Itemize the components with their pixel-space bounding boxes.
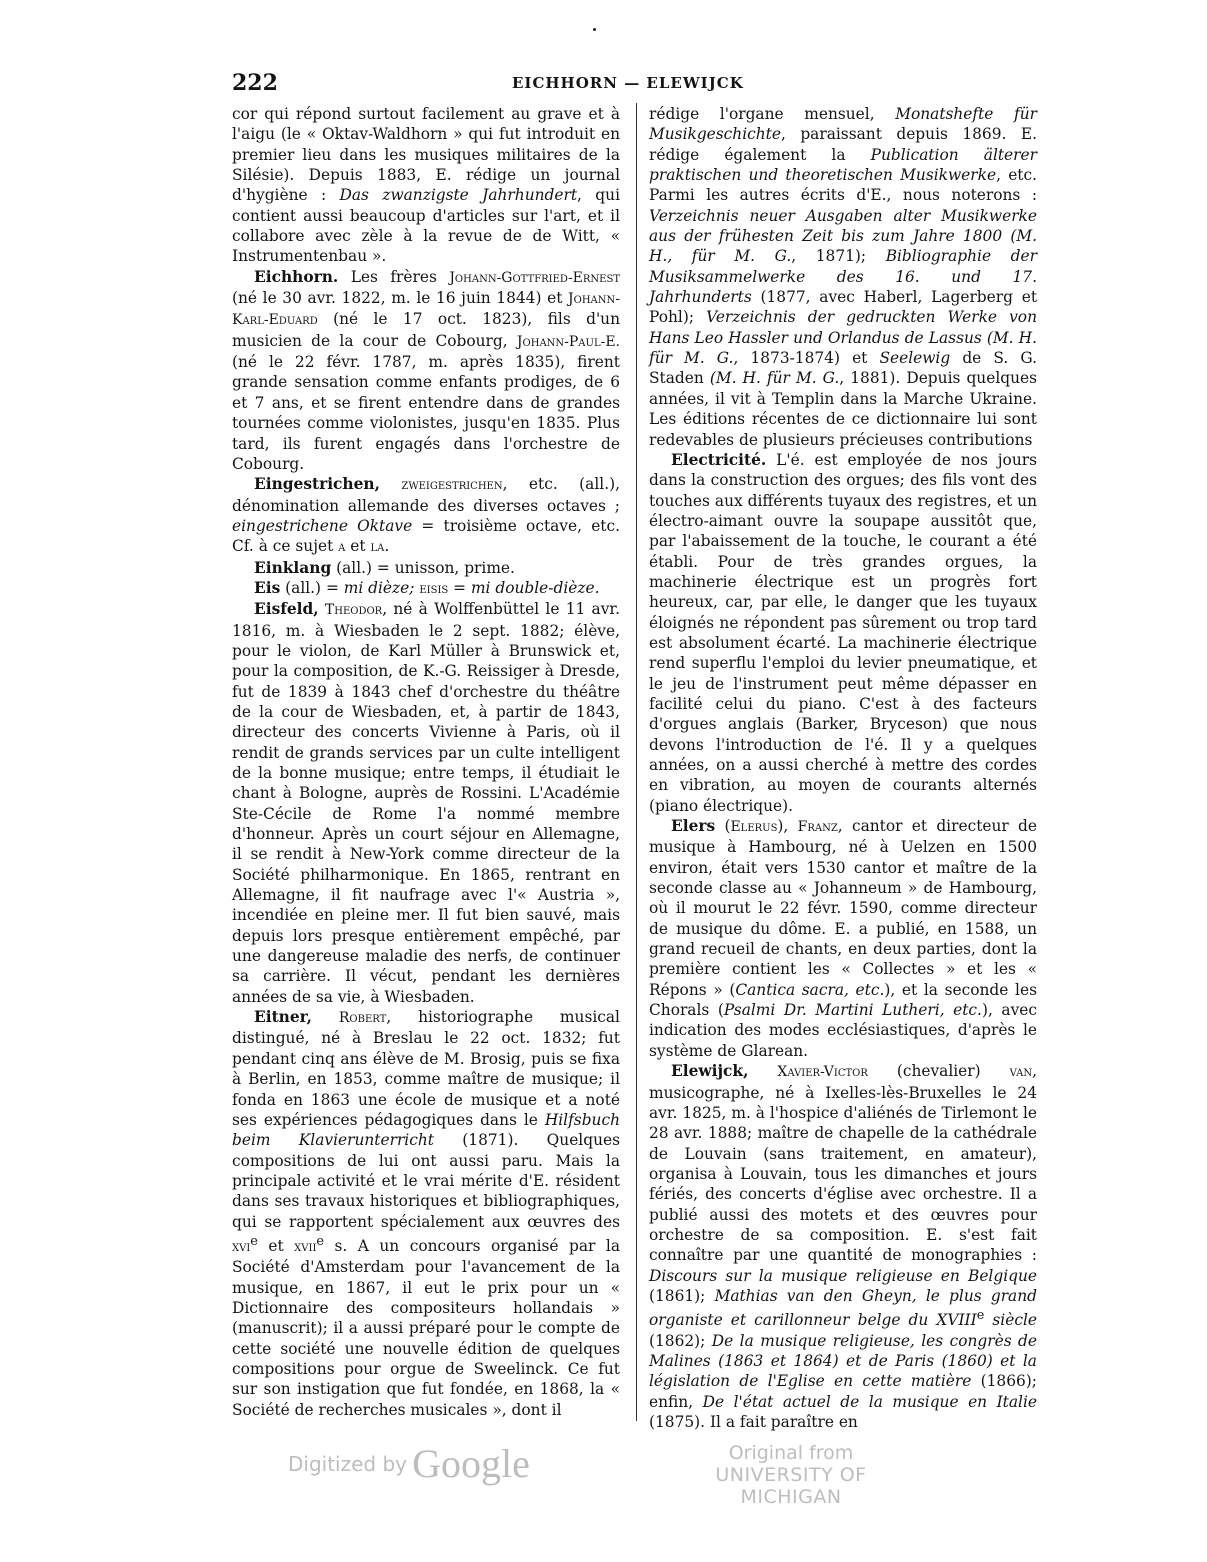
headword: Eitner, bbox=[254, 1008, 313, 1027]
digitized-by-watermark: Digitized by Google bbox=[288, 1441, 530, 1486]
continuation-paragraph: rédige l'organe mensuel, Monatshefte für Musikgeschichte, paraissant depuis 1869. E. rédige également la Publication älterer praktischen und theoretischen Musikwerke, etc. Parmi les autres écrits d'E., nous noterons : Verzeichnis neuer Ausgaben alter Musikwerke aus der frühesten Zeit bis zum Jahre 1800 (M. H., für M. G., 1871); Bibliographie der Musiksammelwerke des 16. und 17. Jahrhunderts (1877, avec Haberl, Lagerberg et Pohl); Verzeichnis der gedruckten Werke von Hans Leo Hassler und Orlandus de Lassus (M. H. für M. G., 1873-1874) et Seelewig de S. G. Staden (M. H. für M. G., 1881). Depuis quelques années, il vit à Templin dans la Marche Ukraine. Les éditions récentes de ce dictionnaire lui sont redevables de plusieurs précieuses contributions bbox=[649, 105, 1038, 449]
entry-eichhorn: Eichhorn. Les frères Johann-Gottfried-Ernest (né le 30 avr. 1822, m. le 16 juin 1844) et Johann-Karl-Eduard (né le 17 oct. 1823), fils d'un musicien de la cour de Cobourg, Johann-Paul-E. (né le 22 févr. 1787, m. après 1835), firent grande sensation comme enfants prodiges, de 6 et 7 ans, et se firent entendre dans de grandes tournées comme violonistes, jusqu'en 1835. Plus tard, ils furent engagés dans l'orchestre de Cobourg. bbox=[232, 267, 620, 473]
entry-eitner: Eitner, Robert, historiographe musical distingué, né à Breslau le 22 oct. 1832; fut pendant cinq ans élève de M. Brosig, puis se fixa à Berlin, en 1853, comme maître de musique; il fonda en 1863 une école de musique et a noté ses expériences pédagogiques dans le Hilfsbuch beim Klavierunterricht (1871). Quelques compositions de lui ont aussi paru. Mais la principale activité et le vrai mérite d'E. résident dans ses travaux historiques et bibliographiques, qui se rapportent spécialement aux œuvres des xvi$^e$ et xvii$^e$ s. A un concours organisé par la Société d'Amsterdam pour l'avancement de la musique, en 1867, il eut le prix pour un « Dictionnaire des compositeurs hollandais » (manuscrit); il a aussi préparé pour le compte de cette société une nouvelle édition de quelques compositions pour orgue de Sweelinck. Ce fut sur son instigation que fut fondée, en 1868, la « Société de recherches musicales », dont il bbox=[232, 1008, 620, 1419]
left-column bbox=[232, 104, 620, 1420]
headword: Elers bbox=[671, 817, 716, 836]
running-head: EICHHORN — ELEWIJCK bbox=[512, 74, 744, 92]
page-number: 222 bbox=[232, 70, 278, 96]
headword: Eisfeld, bbox=[254, 600, 319, 619]
right-column bbox=[649, 104, 1037, 1432]
headword: Elewijck, bbox=[671, 1062, 749, 1081]
entry-eis: Eis (all.) = mi dièze; eisis = mi double-dièze. bbox=[254, 578, 600, 597]
headword: Einklang bbox=[254, 558, 332, 577]
headword: Eichhorn. bbox=[254, 267, 339, 286]
entry-elewijck: Elewijck, Xavier-Victor (chevalier) van, musicographe, né à Ixelles-lès-Bruxelles le 24 avr. 1825, m. à l'hospice d'aliénés de Tirlemont le 28 avr. 1888; maître de chapelle de la cathédrale de Louvain (sans traitement, en amateur), organisa à Louvain, tous les dimanches et jours fériés, des concerts d'église avec orchestre. Il a publié aussi des motets et des œuvres pour orchestre de sa composition. E. s'est fait connaître par une quantité de monographies : Discours sur la musique religieuse en Belgique (1861); Mathias van den Gheyn, le plus grand organiste et carillonneur belge du XVIIIe siècle (1862); De la musique religieuse, les congrès de Malines (1863 et 1864) et de Paris (1860) et la législation de l'Eglise en cette matière (1866); enfin, De l'état actuel de la musique en Italie (1875). Il a fait paraître en bbox=[649, 1062, 1037, 1432]
headword: Electricité. bbox=[671, 450, 767, 469]
column-rule bbox=[636, 103, 637, 1421]
headword: Eis bbox=[254, 578, 281, 597]
source-watermark: Original from UNIVERSITY OF MICHIGAN bbox=[715, 1442, 867, 1508]
continuation-paragraph: cor qui répond surtout facilement au grave et à l'aigu (le « Oktav-Waldhorn » qui fut introduit en premier lieu dans les musiques militaires de la Silésie). Depuis 1883, E. rédige un journal d'hygiène : Das zwanzigste Jahrhundert, qui contient aussi beaucoup d'articles sur l'art, et il collabore avec zèle à la revue de de Witt, « Instrumentenbau ». bbox=[232, 105, 620, 266]
entry-eingestrichen: Eingestrichen, zweigestrichen, etc. (all.), dénomination allemande des diverses octaves ; eingestrichene Oktave = troisième octave, etc. Cf. à ce sujet a et la. bbox=[232, 475, 620, 556]
entry-einklang: Einklang (all.) = unisson, prime. bbox=[254, 558, 515, 577]
entry-eisfeld: Eisfeld, Theodor, né à Wolffenbüttel le 11 avr. 1816, m. à Wiesbaden le 2 sept. 1882; élève, pour le violon, de Karl Müller à Brunswick et, pour la composition, de K.-G. Reissiger à Dresde, fut de 1839 à 1843 chef d'orchestre du théâtre de la cour de Wiesbaden, et, à partir de 1843, directeur des concerts Vivienne à Paris, où il rendit de grands services par un culte intelligent de la bonne musique; entre temps, il étudiait le chant à Bologne, auprès de Rossini. L'Académie Ste-Cécile de Rome l'a nommé membre d'honneur. Après un court séjour en Allemagne, il se rendit à New-York comme directeur de la Société philharmonique. En 1865, rentrant en Allemagne, il fit naufrage avec l'« Austria », incendiée en pleine mer. Il fut bien sauvé, mais depuis lors presque entièrement empêché, par une dangereuse maladie des nerfs, de continuer sa carrière. Il vécut, pendant les dernières années de sa vie, à Wiesbaden. bbox=[232, 600, 620, 1006]
entry-electricite: Electricité. L'é. est employée de nos jours dans la construction des orgues; des fils vont des touches aux différents tuyaux des registres, et un électro-aimant ouvre la soupape aussitôt que, par l'abaissement de la touche, le courant a été établi. Pour de très grandes orgues, la machinerie électrique est un progrès fort heureux, car, par elle, le danger que les tuyaux éloignés ne répondent pas sûrement ou trop tard est absolument écarté. La machinerie électrique rend superflu l'emploi du levier pneumatique, et le jeu de l'instrument peut même dépasser en facilité celui du piano. C'est à des facteurs d'orgues anglais (Barker, Bryceson) que nous devons l'introduction de l'é. Il y a quelques années, on a aussi cherché à mettre des cordes en vibration, au moyen de courants alternés (piano électrique). bbox=[649, 450, 1037, 815]
speck bbox=[593, 28, 596, 31]
google-logo: Google bbox=[412, 1441, 530, 1486]
headword: Eingestrichen, bbox=[254, 475, 380, 494]
entry-elers: Elers (Elerus), Franz, cantor et directeur de musique à Hambourg, né à Uelzen en 1500 environ, était vers 1530 cantor et maître de la seconde classe au « Johanneum » de Hambourg, où il mourut le 22 févr. 1590, comme directeur de musique du dôme. E. a publié, en 1588, un grand recueil de chants, en deux parties, dont la première contient les « Collectes » et les « Répons » (Cantica sacra, etc.), et la seconde les Chorals (Psalmi Dr. Martini Lutheri, etc.), avec indication des modes ecclésiastiques, d'après le système de Glarean. bbox=[649, 817, 1037, 1060]
